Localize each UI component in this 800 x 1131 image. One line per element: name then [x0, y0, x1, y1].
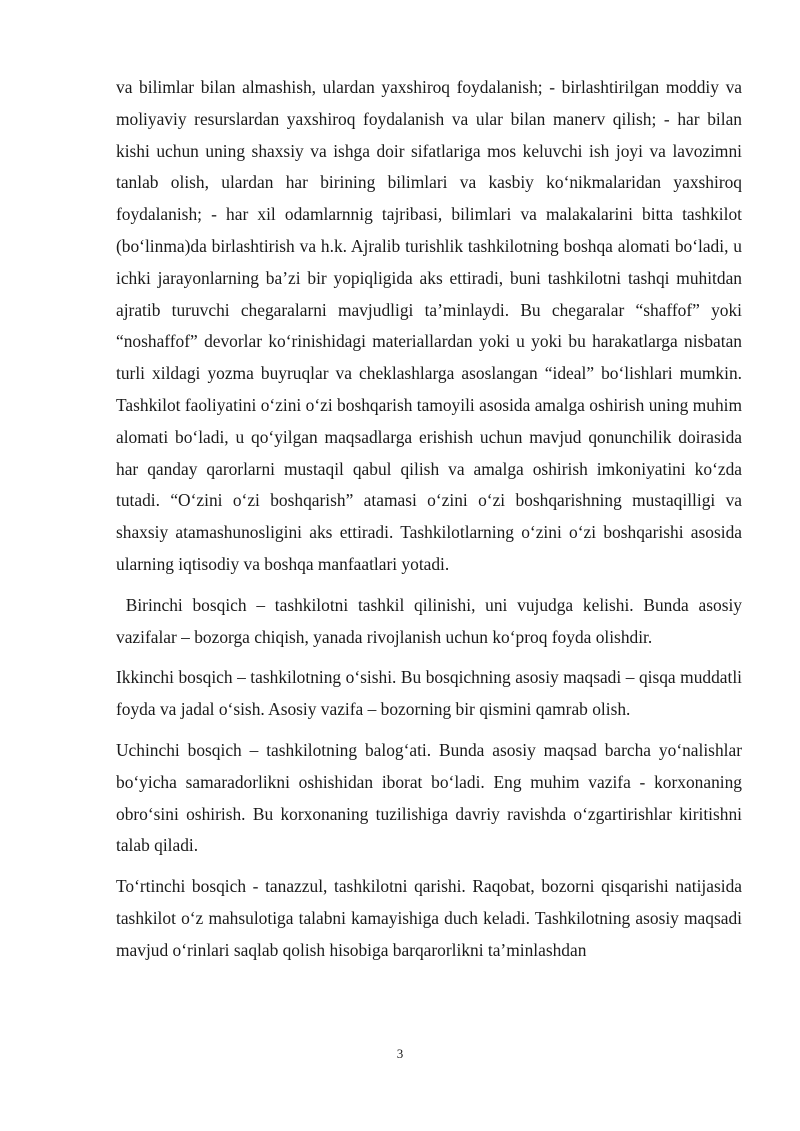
paragraph-5: Toʻrtinchi bosqich - tanazzul, tashkilotni qarishi. Raqobat, bozorni qisqarishi natijasida tashkilot oʻz mahsulotiga talabni kamayishiga duch keladi. Tashkilotning asosiy maqsadi mavjud oʻrinlari saqlab qolish hisobiga barqarorlikni taʼminlashdan	[116, 876, 742, 960]
paragraph-3: Ikkinchi bosqich – tashkilotning oʻsishi. Bu bosqichning asosiy maqsadi – qisqa muddatli foyda va jadal oʻsish. Asosiy vazifa – bozorning bir qismini qamrab olish.	[116, 667, 742, 720]
page-number: 3	[396, 1046, 404, 1061]
paragraph-1: va bilimlar bilan almashish, ulardan yaxshiroq foydalanish; - birlashtirilgan moddiy va moliyaviy resurslardan yaxshiroq foydalanish va ular bilan manerv qilish; - har bilan kishi uchun uning shaxsiy va ishga doir sifatlariga mos keluvchi ish joyi va lavozimni tanlab olish, ulardan har birining bilimlari va kasbiy koʻnikmalaridan yaxshiroq foydalanish; - har xil odamlarnnig tajribasi, bilimlari va malakalarini bitta tashkilot (boʻlinma)da birlashtirish va h.k. Ajralib turishlik tashkilotning boshqa alomati boʻladi, u ichki jarayonlarning baʼzi bir yopiqligida aks ettiradi, buni tashkilotni tashqi muhitdan ajratib turuvchi chegaralarni mavjudligi taʼminlaydi. Bu chegaralar “shaffof” yoki “noshaffof” devorlar koʻrinishidagi materiallardan yoki u yoki bu harakatlarga nisbatan turli xildagi yozma buyruqlar va cheklashlarga asoslangan “ideal” boʻlishlari mumkin. Tashkilot faoliyatini oʻzini oʻzi boshqarish tamoyili asosida amalga oshirish uning muhim alomati boʻladi, u qoʻyilgan maqsadlarga erishish uchun mavjud qonunchilik doirasida har qanday qarorlarni mustaqil qabul qilish va amalga oshirish imkoniyatini koʻzda tutadi. “Oʻzini oʻzi boshqarish” atamasi oʻzini oʻzi boshqarishning mustaqilligi va shaxsiy atamashunosligini aks ettiradi. Tashkilotlarning oʻzini oʻzi boshqarishi asosida ularning iqtisodiy va boshqa manfaatlari yotadi.	[116, 77, 742, 574]
paragraph-2: Birinchi bosqich – tashkilotni tashkil qilinishi, uni vujudga kelishi. Bunda asosiy vazifalar – bozorga chiqish, yanada rivojlanish uchun koʻproq foyda olishdir.	[116, 594, 747, 647]
paragraph-4: Uchinchi bosqich – tashkilotning balogʻati. Bunda asosiy maqsad barcha yoʻnalishlar boʻyicha samaradorlikni oshishidan iborat boʻladi. Eng muhim vazifa - korxonaning obroʻsini oshirish. Bu korxonaning tuzilishiga davriy ravishda oʻzgartirishlar kiritishni talab qiladi.	[116, 739, 742, 856]
document-body	[116, 72, 747, 976]
